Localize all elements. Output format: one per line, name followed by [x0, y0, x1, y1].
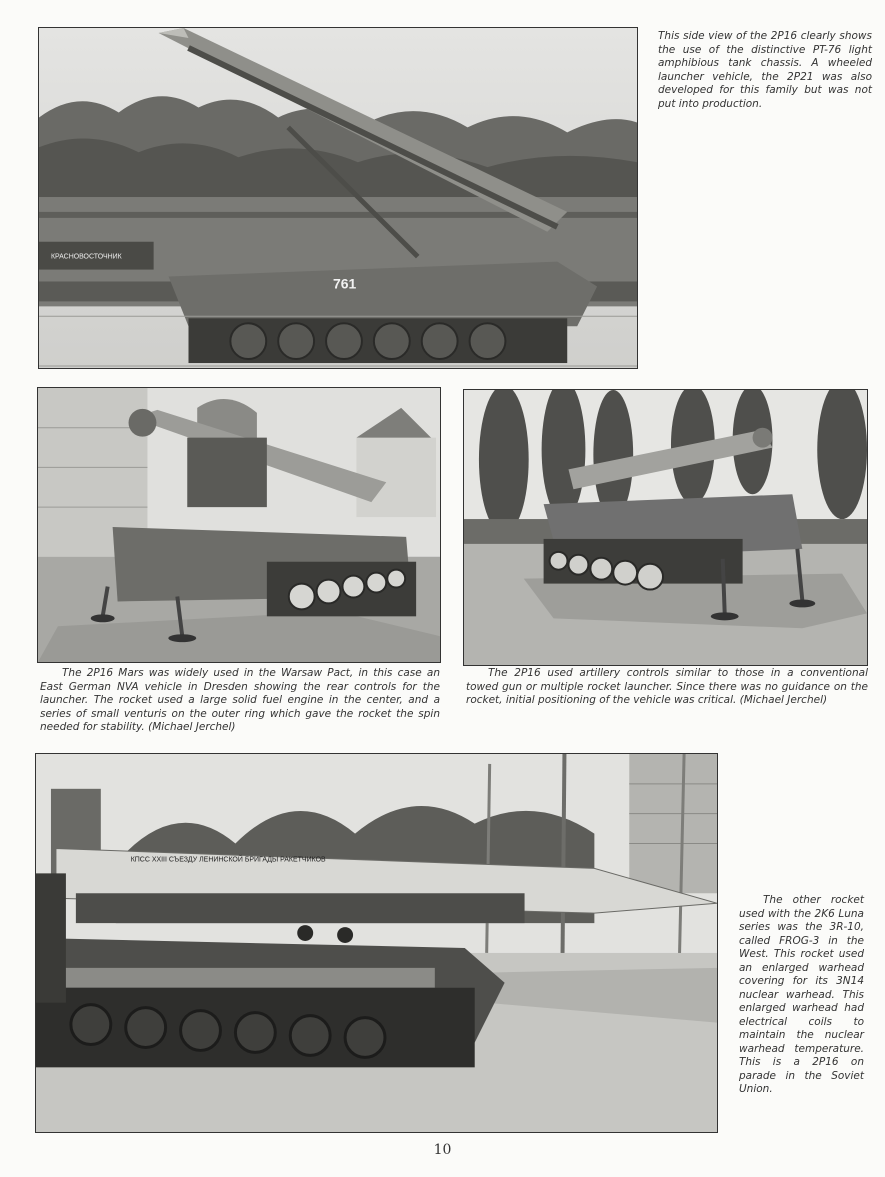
- rocket-inscription: КПСС ХХIII СЪЕЗДУ ЛЕНИНСКОЙ БРИГАДЫ РАКЕТЧИКОВ: [130, 856, 326, 864]
- launcher-three-quarter-view-image: [464, 390, 867, 665]
- launcher-parade-image: [36, 754, 717, 1132]
- photo-bottom-parade: [35, 753, 718, 1133]
- caption-middle-left: The 2P16 Mars was widely used in the Warsaw Pact, in this case an East German NVA vehicle in Dresden showing the rear controls for the launcher. The rocket used a large solid fuel engine in the center, and a series of small venturis on the outer ring which gave the rocket the spin needed for stability. (Michael Jerchel): [40, 667, 440, 733]
- photo-middle-left-rear-view: [37, 387, 441, 663]
- page-number: 10: [433, 1142, 452, 1158]
- train-label: КРАСНОВОСТОЧНИК: [50, 253, 122, 261]
- launcher-rear-view-image: [38, 388, 440, 662]
- caption-top: This side view of the 2P16 clearly shows the use of the distinctive PT-76 light amphibious tank chassis. A wheeled launcher vehicle, the 2P21 was also developed for this family but was not put into production.: [658, 30, 872, 110]
- launcher-side-view-image: [39, 28, 637, 368]
- caption-bottom: The other rocket used with the 2K6 Luna series was the 3R-10, called FROG-3 in the West. This rocket used an enlarged warhead covering for its 3N14 nuclear warhead. This enlarged warhead had electrical coils to maintain the nuclear warhead temperature. This is a 2P16 on parade in the Soviet Union.: [739, 894, 864, 1095]
- photo-top-side-view: [38, 27, 638, 369]
- vehicle-number: 761: [333, 275, 357, 292]
- caption-middle-right: The 2P16 used artillery controls similar to those in a conventional towed gun or multiple rocket launcher. Since there was no guidance on the rocket, initial positioning of the vehicle was critical. (Michael Jerchel): [466, 667, 868, 706]
- photo-middle-right-front-view: [463, 389, 868, 666]
